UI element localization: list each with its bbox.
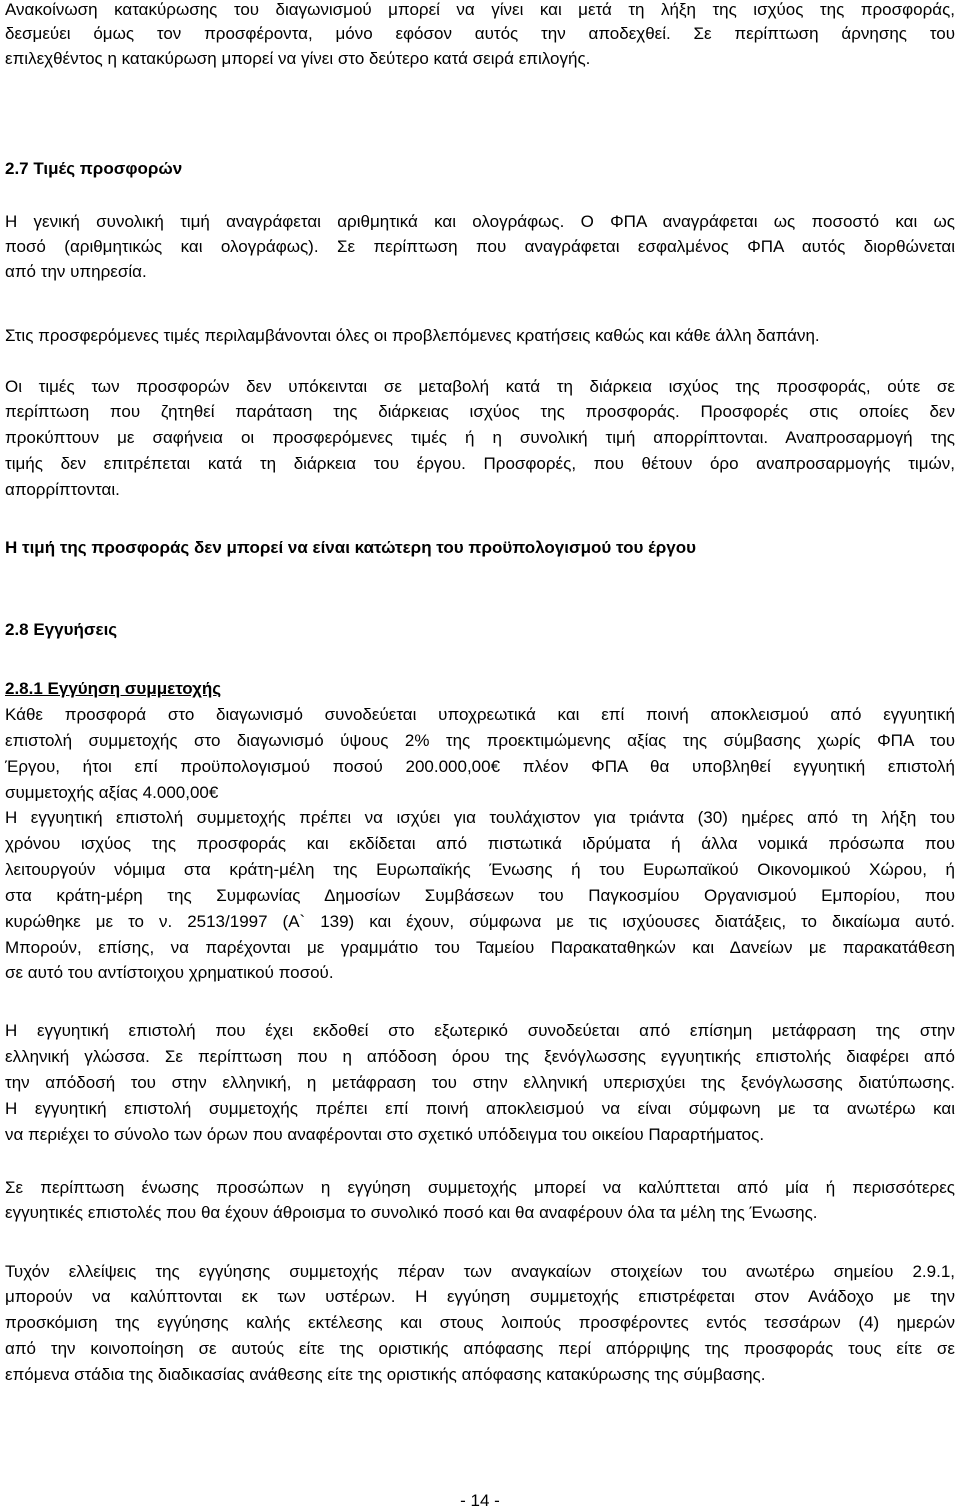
page-number: - 14 - <box>460 1491 500 1510</box>
text-line: προκύπτουν με σαφήνεια οι προσφερόμενες τιμές ή η συνολική τιμή απορρίπτονται. Αναπροσαρμογή της <box>5 428 955 447</box>
section-heading-2-8: 2.8 Εγγυήσεις <box>5 620 118 639</box>
text-line: στα κράτη-μέρη της Συμφωνίας Δημοσίων Συμβάσεων του Παγκοσμίου Οργανισμού Εμπορίου, που <box>5 886 955 905</box>
text-line: από την υπηρεσία. <box>5 262 147 281</box>
text-line: περίπτωση που ζητηθεί παράταση της διάρκειας ισχύος της προσφοράς. Προσφορές στις οποίες δεν <box>5 402 955 421</box>
text-line: απορρίπτονται. <box>5 480 120 499</box>
text-line: τιμής δεν επιτρέπεται κατά τη διάρκεια του έργου. Προσφορές, που θέτουν όρο αναπροσαρμογής τιμών, <box>5 454 955 473</box>
text-line: ποσό (αριθμητικώς και ολογράφως). Σε περίπτωση που αναγράφεται εσφαλμένος ΦΠΑ αυτός διορθώνεται <box>5 237 955 256</box>
text-line: επόμενα στάδια της διαδικασίας ανάθεσης είτε της οριστικής απόφασης κατακύρωσης της σύμβασης. <box>5 1365 766 1384</box>
text-line: Στις προσφερόμενες τιμές περιλαμβάνονται όλες οι προβλεπόμενες κρατήσεις καθώς και κάθε άλλη δαπάνη. <box>5 326 820 345</box>
text-line: Η εγγυητική επιστολή συμμετοχής πρέπει να ισχύει για τουλάχιστον για τριάντα (30) ημέρες από τη λήξη του <box>5 808 955 827</box>
bold-statement: Η τιμή της προσφοράς δεν μπορεί να είναι κατώτερη του προϋπολογισμού του έργου <box>5 538 697 557</box>
text-line: εγγυητικές επιστολές που θα έχουν άθροισμα το συνολικό ποσό και θα αναφέρουν όλα τα μέλη της Ένωσης. <box>5 1203 818 1222</box>
text-line: Ανακοίνωση κατακύρωσης του διαγωνισμού μπορεί να γίνει και μετά τη λήξη της ισχύος της προσφοράς, <box>5 0 955 19</box>
text-line: Έργου, ήτοι επί προϋπολογισμού ποσού 200.000,00€ πλέον ΦΠΑ θα υποβληθεί εγγυητική επιστολή <box>5 757 955 776</box>
text-line: επιστολή συμμετοχής στο διαγωνισμό ύψους 2% της προεκτιμώμενης αξίας της σύμβασης χωρίς ΦΠΑ του <box>5 731 955 750</box>
text-line: Τυχόν ελλείψεις της εγγύησης συμμετοχής πέραν των αναγκαίων στοιχείων του ανωτέρω σημείου 2.9.1, <box>5 1262 955 1281</box>
text-line: Η εγγυητική επιστολή συμμετοχής πρέπει επί ποινή αποκλεισμού να είναι σύμφωνη με τα ανωτέρω και <box>5 1099 955 1118</box>
section-heading-2-8-1: 2.8.1 Εγγύηση συμμετοχής <box>5 679 222 698</box>
text-line: από την κοινοποίηση σε αυτούς είτε της οριστικής απόφασης περί απόρριψης της προσφοράς τους είτε σε <box>5 1339 955 1358</box>
text-line: Η γενική συνολική τιμή αναγράφεται αριθμητικά και ολογράφως. Ο ΦΠΑ αναγράφεται ως ποσοστό και ως <box>5 212 955 231</box>
section-heading-2-7: 2.7 Τιμές προσφορών <box>5 159 183 178</box>
text-line: Κάθε προσφορά στο διαγωνισμό συνοδεύεται υποχρεωτικά και επί ποινή αποκλεισμού από εγγυητική <box>5 705 955 724</box>
text-line: χρόνου ισχύος της προσφοράς και εκδίδεται από πιστωτικά ιδρύματα ή άλλα νομικά πρόσωπα που <box>5 834 955 853</box>
text-line: Η εγγυητική επιστολή που έχει εκδοθεί στο εξωτερικό συνοδεύεται από επίσημη μετάφραση της στην <box>5 1021 955 1040</box>
text-line: Σε περίπτωση ένωσης προσώπων η εγγύηση συμμετοχής μπορεί να καλύπτεται από μία ή περισσότερες <box>5 1178 955 1197</box>
text-line: κυρώθηκε με το ν. 2513/1997 (Α` 139) και έχουν, σύμφωνα με τις ισχύουσες διατάξεις, το δικαίωμα αυτό. <box>5 912 955 931</box>
text-line: επιλεχθέντος η κατακύρωση μπορεί να γίνει στο δεύτερο κατά σειρά επιλογής. <box>5 49 591 68</box>
text-line: σε αυτό του αντίστοιχου χρηματικού ποσού. <box>5 963 334 982</box>
text-line: Μπορούν, επίσης, να παρέχονται με γραμμάτιο του Ταμείου Παρακαταθηκών και Δανείων με παρακατάθεση <box>5 938 955 957</box>
text-line: συμμετοχής αξίας 4.000,00€ <box>5 783 219 802</box>
text-line: να περιέχει το σύνολο των όρων που αναφέρονται στο σχετικό υπόδειγμα του οικείου Παραρτήματος. <box>5 1125 765 1144</box>
text-line: Οι τιμές των προσφορών δεν υπόκεινται σε μεταβολή κατά τη διάρκεια ισχύος της προσφοράς, ούτε σε <box>5 377 955 396</box>
text-line: ελληνική γλώσσα. Σε περίπτωση που η απόδοση όρου της ξενόγλωσσης εγγυητικής επιστολής διαφέρει από <box>5 1047 955 1066</box>
text-line: την απόδοσή του στην ελληνική, η μετάφραση του στην ελληνική υπερισχύει της ξενόγλωσσης διατύπωσης. <box>5 1073 955 1092</box>
text-line: μπορούν να καλύπτονται εκ των υστέρων. Η εγγύηση συμμετοχής επιστρέφεται στον Ανάδοχο με την <box>5 1287 955 1306</box>
text-line: δεσμεύει όμως τον προσφέροντα, μόνο εφόσον αυτός την αποδεχθεί. Σε περίπτωση άρνησης του <box>5 24 955 43</box>
text-line: λειτουργούν νόμιμα στα κράτη-μέλη της Ευρωπαϊκής Ένωσης ή του Ευρωπαϊκού Οικονομικού Χώρου, ή <box>5 860 955 879</box>
text-line: προσκόμιση της εγγύησης καλής εκτέλεσης και στους λοιπούς προσφέροντες εντός τεσσάρων (4) ημερών <box>5 1313 955 1332</box>
